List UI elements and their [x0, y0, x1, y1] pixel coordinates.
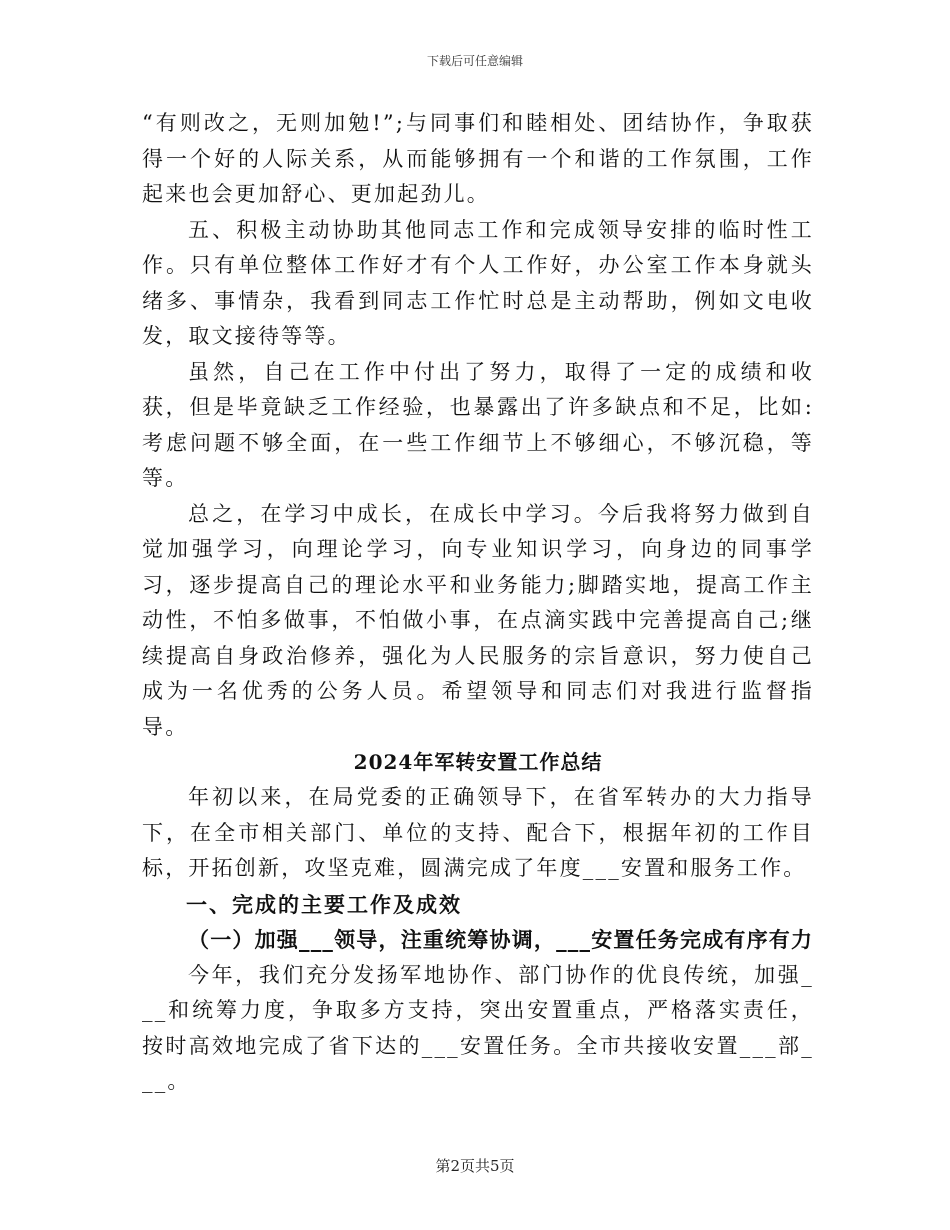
- document-body: [142, 106, 814, 1100]
- paragraph-continuation: “有则改之，无则加勉!”;与同事们和睦相处、团结协作，争取获得一个好的人际关系，从而能够拥有一个和谐的工作氛围，工作起来也会更加舒心、更加起劲儿。: [142, 111, 814, 206]
- paragraph-intro: 年初以来，在局党委的正确领导下，在省军转办的大力指导下，在全市相关部门、单位的支持、配合下，根据年初的工作目标，开拓创新，攻坚克难，圆满完成了年度___安置和服务工作。: [142, 785, 814, 880]
- page-header: 下载后可任意编辑: [426, 54, 523, 68]
- page-footer: 第2页共5页: [435, 1157, 515, 1175]
- paragraph-item-five: 五、积极主动协助其他同志工作和完成领导安排的临时性工作。只有单位整体工作好才有个人工作好，办公室工作本身就头绪多、事情杂，我看到同志工作忙时总是主动帮助，例如文电收发，取文接待等等。: [142, 217, 814, 348]
- paragraph-conclusion: 总之，在学习中成长，在成长中学习。今后我将努力做到自觉加强学习，向理论学习，向专业知识学习，向身边的同事学习，逐步提高自己的理论水平和业务能力;脚踏实地，提高工作主动性，不怕多做事，不怕做小事，在点滴实践中完善提高自己;继续提高自身政治修养，强化为人民服务的宗旨意识，努力使自己成为一名优秀的公务人员。希望领导和同志们对我进行监督指导。: [142, 501, 814, 739]
- paragraph-shortcomings: 虽然，自己在工作中付出了努力，取得了一定的成绩和收获，但是毕竟缺乏工作经验，也暴露出了许多缺点和不足，比如:考虑问题不够全面，在一些工作细节上不够细心，不够沉稳，等等。: [142, 359, 814, 490]
- heading-level-1: 一、完成的主要工作及成效: [186, 891, 462, 917]
- paragraph-body-last: 今年，我们充分发扬军地协作、部门协作的优良传统，加强___和统筹力度，争取多方支持，突出安置重点，严格落实责任，按时高效地完成了省下达的___安置任务。全市共接收安置___部___。: [142, 962, 814, 1093]
- heading-level-2: （一）加强___领导，注重统筹协调，___安置任务完成有序有力: [188, 927, 814, 952]
- section-title: 2024年军转安置工作总结: [353, 750, 603, 774]
